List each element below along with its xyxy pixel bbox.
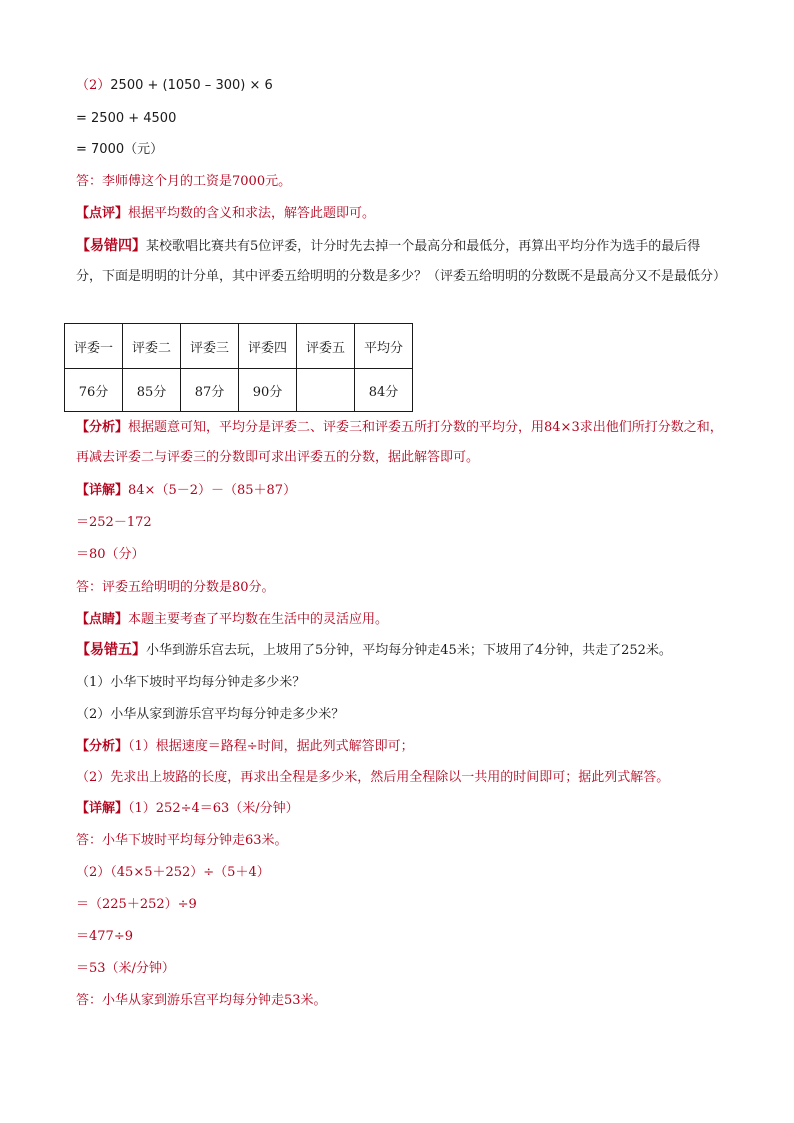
table-cell: 84分 xyxy=(355,369,413,412)
detail-line: ＝53（米/分钟） xyxy=(76,961,175,976)
analysis-text: 根据题意可知，平均分是评委二、评委三和评委五所打分数的平均分，用84×3求出他们所打分数之和，再减去评委二与评委三的分数即可求出评委五的分数，据此解答即可。 xyxy=(76,420,723,465)
comment-tag: 【点睛】 xyxy=(76,612,129,627)
analysis-line xyxy=(76,737,414,757)
analysis-tag: 【分析】 xyxy=(76,420,129,435)
comment-text: 根据平均数的含义和求法，解答此题即可。 xyxy=(128,206,376,221)
detail-tag: 【详解】 xyxy=(76,801,129,816)
table-header-cell: 评委三 xyxy=(181,324,239,369)
table-cell: 76分 xyxy=(65,369,123,412)
comment-tag: 【点评】 xyxy=(76,206,129,221)
comment-line xyxy=(76,610,388,630)
answer-line: 答：李师傅这个月的工资是7000元。 xyxy=(76,174,292,189)
comment-line xyxy=(76,204,375,224)
problem-tag: 【易错四】 xyxy=(76,238,146,254)
detail-line xyxy=(76,481,296,501)
math-expression: 2500 + (1050 – 300) × 6 xyxy=(110,78,273,93)
answer-line: 答：小华从家到游乐宫平均每分钟走53米。 xyxy=(76,993,327,1008)
answer-line: 答：小华下坡时平均每分钟走63米。 xyxy=(76,833,288,848)
table-cell: 87分 xyxy=(181,369,239,412)
solution-line: = 2500 + 4500 xyxy=(76,111,177,126)
analysis-tag: 【分析】 xyxy=(76,739,129,754)
table-header-cell: 评委五 xyxy=(297,324,355,369)
comment-text: 本题主要考查了平均数在生活中的灵活应用。 xyxy=(128,612,389,627)
detail-text: （1）252÷4＝63（米/分钟） xyxy=(128,801,299,816)
score-table xyxy=(64,323,413,412)
table-cell: 85分 xyxy=(123,369,181,412)
table-cell xyxy=(297,369,355,412)
table-row xyxy=(65,369,413,412)
table-header-row xyxy=(65,324,413,369)
problem-statement xyxy=(76,640,672,661)
analysis-text: （1）根据速度＝路程÷时间，据此列式解答即可； xyxy=(128,739,414,754)
table-header-cell: 评委一 xyxy=(65,324,123,369)
problem-tag: 【易错五】 xyxy=(76,642,146,658)
detail-line: ＝477÷9 xyxy=(76,929,133,944)
solution-line xyxy=(76,76,273,96)
table-header-cell: 平均分 xyxy=(355,324,413,369)
solution-line: = 7000（元） xyxy=(76,142,164,157)
problem-text: 某校歌唱比赛共有5位评委，计分时先去掉一个最高分和最低分，再算出平均分作为选手的最后得分，下面是明明的计分单，其中评委五给明明的分数是多少？（评委五给明明的分数既不是最高分又不是最低分） xyxy=(76,239,727,284)
detail-line: ＝（225＋252）÷9 xyxy=(76,897,197,912)
detail-line: ＝252－172 xyxy=(76,515,152,530)
analysis-paragraph xyxy=(76,413,726,473)
problem-statement xyxy=(76,231,726,292)
question-line: （1）小华下坡时平均每分钟走多少米？ xyxy=(76,675,306,690)
detail-line: （2）（45×5＋252）÷（5＋4） xyxy=(76,865,270,880)
part-label: （2） xyxy=(76,78,111,93)
question-line: （2）小华从家到游乐宫平均每分钟走多少米？ xyxy=(76,707,345,722)
problem-text: 小华到游乐宫去玩，上坡用了5分钟，平均每分钟走45米；下坡用了4分钟，共走了252米。 xyxy=(146,643,672,658)
detail-tag: 【详解】 xyxy=(76,483,129,498)
detail-line: ＝80（分） xyxy=(76,547,145,562)
detail-text: 84×（5－2）－（85＋87） xyxy=(128,483,297,498)
detail-line xyxy=(76,799,299,819)
answer-line: 答：评委五给明明的分数是80分。 xyxy=(76,580,275,595)
table-header-cell: 评委四 xyxy=(239,324,297,369)
table-cell: 90分 xyxy=(239,369,297,412)
analysis-line: （2）先求出上坡路的长度，再求出全程是多少米，然后用全程除以一共用的时间即可；据此列式解答。 xyxy=(76,770,670,785)
table-header-cell: 评委二 xyxy=(123,324,181,369)
